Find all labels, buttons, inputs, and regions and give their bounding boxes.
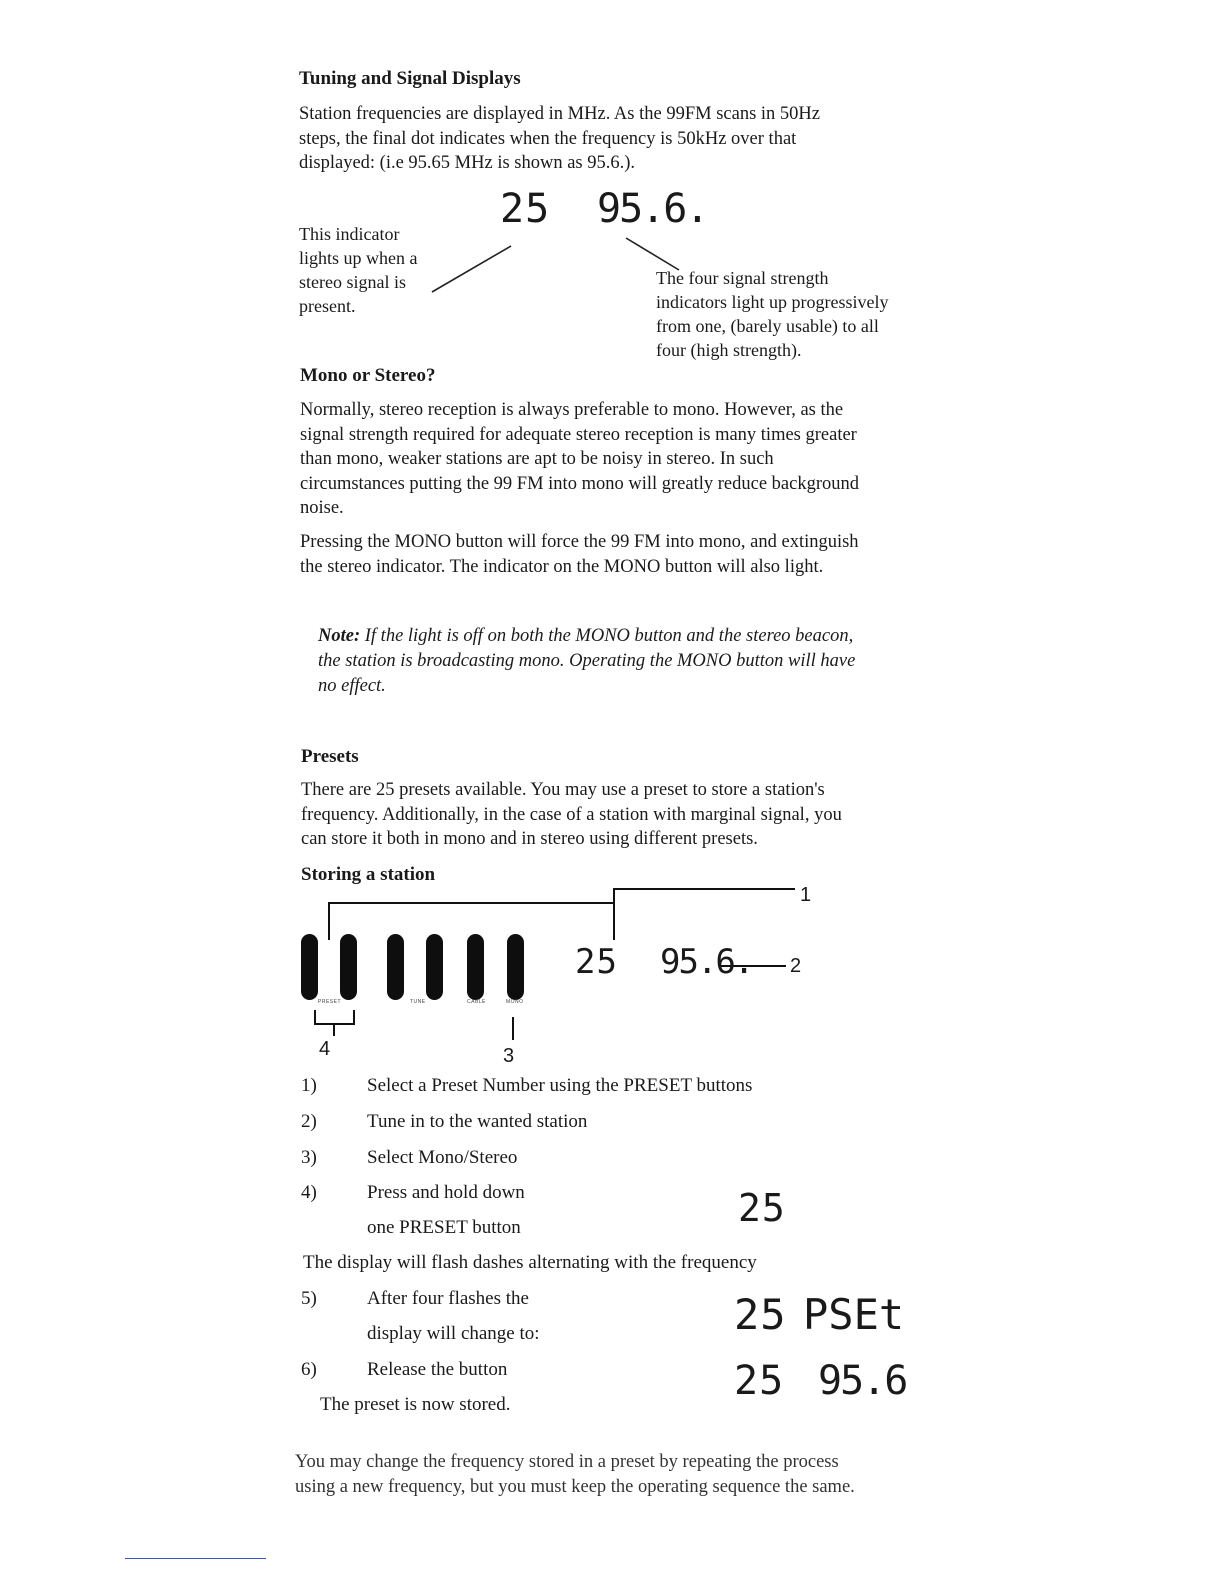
tune-down-button[interactable] [387,934,404,1000]
step6-display-frequency: 95.6 [818,1358,907,1404]
heading-tuning: Tuning and Signal Displays [299,68,521,89]
heading-storing-station: Storing a station [301,864,436,885]
text-line: You may change the frequency stored in a preset by repeating the process [295,1452,839,1472]
text-line: the stereo indicator. The indicator on the MONO button will also light. [300,556,824,577]
callout-number-1: 1 [800,884,812,906]
step-number: 1) [301,1075,317,1096]
callout-number-3: 3 [503,1045,515,1067]
step-text: Select Mono/Stereo [367,1147,518,1168]
text-line: The four signal strength [656,268,829,288]
preset-down-button[interactable] [301,934,318,1000]
text-line: steps, the final dot indicates when the frequency is 50kHz over that [299,128,797,149]
heading-mono-stereo: Mono or Stereo? [300,365,436,386]
step-text: display will change to: [367,1323,540,1344]
step-text: Press and hold down [367,1182,525,1203]
text-line: signal strength required for adequate stereo reception is many times greater [300,424,857,445]
text-line: than mono, weaker stations are apt to be noisy in stereo. In such [300,449,774,469]
text-line: Normally, stereo reception is always preferable to mono. However, as the [300,400,844,420]
display-preset-number: 25 [500,186,551,232]
text-line: from one, (barely usable) to all [656,316,879,336]
step-number: 6) [301,1359,317,1380]
text-line: displayed: (i.e 95.65 MHz is shown as 95.6.). [299,153,636,173]
text-line: This indicator [299,224,400,244]
text-line: There are 25 presets available. You may use a preset to store a station's [301,780,825,800]
mono-button[interactable] [507,934,524,1000]
step-text: After four flashes the [367,1288,529,1309]
text-line: circumstances putting the 99 FM into mono will greatly reduce background [300,473,859,494]
step-text: Release the button [367,1359,508,1380]
footer-paragraph [295,1450,855,1499]
step-number: 3) [301,1147,317,1168]
text-line: present. [299,296,356,316]
step-number: 2) [301,1111,317,1132]
panel-display-frequency: 95.6. [660,942,753,982]
text-line: Station frequencies are displayed in MHz. As the 99FM scans in 50Hz [299,104,820,124]
text-line: indicators light up progressively [656,292,889,312]
text-line: frequency. Additionally, in the case of a station with marginal signal, you [301,804,842,825]
flash-text: The display will flash dashes alternating with the frequency [303,1252,757,1273]
panel-display-preset: 25 [575,942,618,982]
text-line: Pressing the MONO button will force the 99 FM into mono, and extinguish [300,532,859,552]
step-number: 4) [301,1182,317,1203]
callout-line-1 [614,889,795,903]
text-line: can store it both in mono and in stereo using different presets. [301,829,758,849]
text-line: stereo signal is [299,272,406,292]
text-line: noise. [300,498,344,518]
text-line: lights up when a [299,248,418,268]
step-text: one PRESET button [367,1217,521,1238]
text-line: four (high strength). [656,340,802,360]
step5-display-preset: 25 [734,1290,787,1339]
preset-up-button[interactable] [340,934,357,1000]
panel-label-cable: CABLE [467,999,486,1005]
callout-bracket-4 [315,1010,354,1024]
panel-label-tune: TUNE [410,999,426,1005]
note-label: Note: [318,626,361,646]
text-line: If the light is off on both the MONO button and the stereo beacon, [364,626,854,646]
step5-display-text: PSEt [803,1290,905,1339]
cable-button[interactable] [467,934,484,1000]
callout-number-4: 4 [319,1038,331,1060]
footnote-rule [125,1558,266,1559]
panel-label-mono: MONO [506,999,524,1005]
panel-label-preset: PRESET [318,999,342,1005]
text-line: the station is broadcasting mono. Operating the MONO button will have [318,651,856,671]
stored-text: The preset is now stored. [320,1394,511,1415]
step-text: Tune in to the wanted station [367,1111,588,1132]
step-text: Select a Preset Number using the PRESET buttons [367,1075,753,1096]
tune-up-button[interactable] [426,934,443,1000]
text-line: using a new frequency, but you must keep the operating sequence the same. [295,1476,855,1497]
step6-display-preset: 25 [734,1358,785,1404]
callout-number-2: 2 [790,955,802,977]
text-line: no effect. [318,676,386,696]
step4-display: 25 [738,1186,786,1230]
step-number: 5) [301,1288,317,1309]
heading-presets: Presets [301,746,359,767]
display-frequency: 95.6. [597,186,708,232]
